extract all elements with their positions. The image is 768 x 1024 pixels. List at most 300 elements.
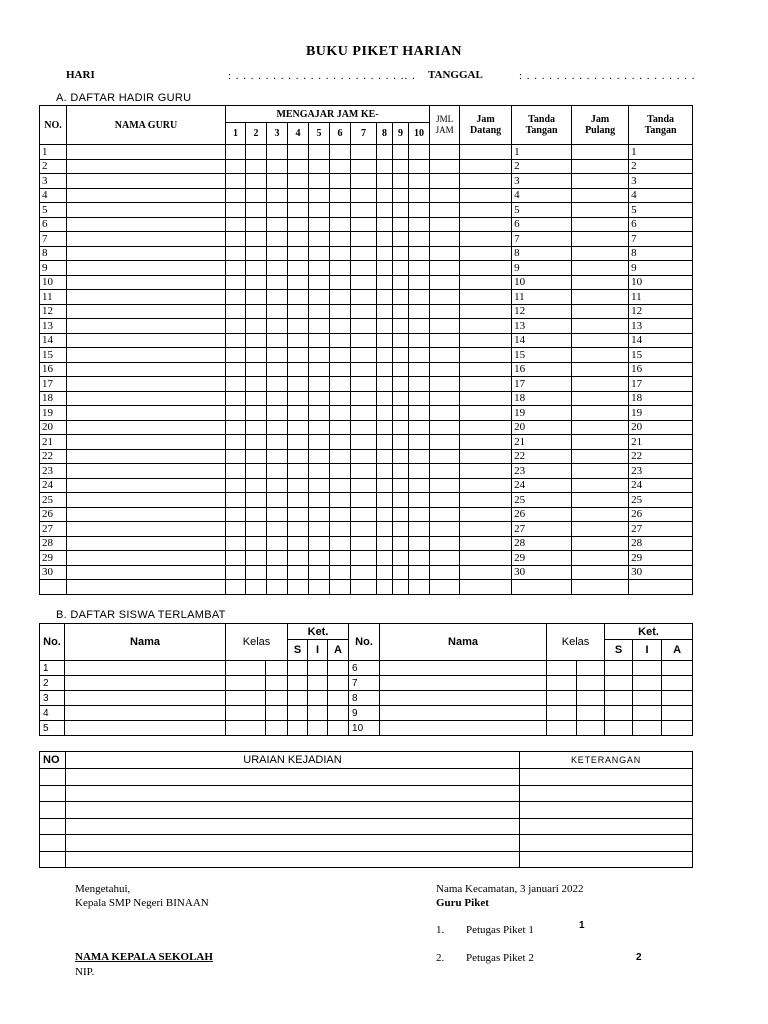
table-cell[interactable] — [267, 551, 288, 566]
table-cell[interactable] — [377, 304, 393, 319]
table-cell[interactable] — [267, 290, 288, 305]
table-cell[interactable] — [226, 232, 246, 247]
table-cell[interactable] — [267, 580, 288, 595]
nama-guru-cell[interactable] — [67, 333, 226, 348]
table-cell[interactable] — [460, 217, 512, 232]
table-cell[interactable] — [330, 246, 351, 261]
table-cell[interactable] — [309, 319, 330, 334]
table-cell[interactable] — [572, 174, 629, 189]
nama-guru-cell[interactable] — [67, 536, 226, 551]
table-cell[interactable] — [288, 275, 309, 290]
table-cell[interactable] — [572, 159, 629, 174]
table-cell[interactable] — [246, 159, 267, 174]
table-cell[interactable] — [377, 551, 393, 566]
table-cell[interactable] — [309, 217, 330, 232]
table-cell[interactable] — [605, 721, 633, 736]
table-cell[interactable] — [246, 174, 267, 189]
nama-guru-cell[interactable] — [67, 551, 226, 566]
table-cell[interactable] — [226, 261, 246, 276]
table-cell[interactable] — [330, 420, 351, 435]
table-cell[interactable] — [246, 536, 267, 551]
nama-guru-cell[interactable] — [67, 464, 226, 479]
table-cell[interactable] — [226, 661, 266, 676]
table-cell[interactable] — [430, 275, 460, 290]
table-cell[interactable] — [430, 174, 460, 189]
table-cell[interactable] — [572, 319, 629, 334]
table-cell[interactable] — [351, 203, 377, 218]
table-cell[interactable] — [430, 551, 460, 566]
table-cell[interactable] — [393, 362, 409, 377]
table-cell[interactable] — [409, 507, 430, 522]
table-cell[interactable] — [288, 174, 309, 189]
table-cell[interactable] — [226, 691, 266, 706]
table-cell[interactable] — [288, 304, 309, 319]
tanda-tangan-2-cell[interactable]: 3 — [629, 174, 693, 189]
table-cell[interactable] — [309, 493, 330, 508]
tanda-tangan-1-cell[interactable]: 27 — [512, 522, 572, 537]
table-cell[interactable] — [308, 691, 328, 706]
table-cell[interactable] — [460, 551, 512, 566]
tanda-tangan-1-cell[interactable]: 20 — [512, 420, 572, 435]
table-cell[interactable] — [377, 406, 393, 421]
table-cell[interactable] — [328, 661, 349, 676]
table-cell[interactable] — [267, 362, 288, 377]
table-cell[interactable] — [377, 174, 393, 189]
table-cell[interactable] — [409, 565, 430, 580]
table-cell[interactable] — [572, 551, 629, 566]
table-cell[interactable] — [547, 706, 577, 721]
table-cell[interactable] — [409, 275, 430, 290]
tanda-tangan-1-cell[interactable]: 25 — [512, 493, 572, 508]
table-cell[interactable] — [328, 676, 349, 691]
table-cell[interactable] — [309, 290, 330, 305]
table-cell[interactable] — [226, 565, 246, 580]
table-cell[interactable] — [288, 377, 309, 392]
table-cell[interactable] — [572, 203, 629, 218]
nama-guru-cell[interactable] — [67, 565, 226, 580]
tanda-tangan-2-cell[interactable]: 26 — [629, 507, 693, 522]
table-cell[interactable] — [330, 145, 351, 160]
table-cell[interactable] — [288, 661, 308, 676]
table-cell[interactable] — [409, 551, 430, 566]
tanda-tangan-1-cell[interactable]: 10 — [512, 275, 572, 290]
table-cell[interactable] — [267, 319, 288, 334]
table-cell[interactable] — [246, 145, 267, 160]
table-cell[interactable] — [309, 203, 330, 218]
table-cell[interactable] — [330, 522, 351, 537]
table-cell[interactable] — [266, 721, 288, 736]
nama-guru-cell[interactable] — [67, 203, 226, 218]
table-cell[interactable] — [40, 851, 66, 868]
table-cell[interactable] — [288, 676, 308, 691]
tanda-tangan-1-cell[interactable]: 18 — [512, 391, 572, 406]
table-cell[interactable] — [309, 174, 330, 189]
table-cell[interactable] — [605, 676, 633, 691]
table-cell[interactable] — [351, 304, 377, 319]
table-cell[interactable] — [605, 691, 633, 706]
table-cell[interactable] — [226, 174, 246, 189]
table-cell[interactable] — [572, 377, 629, 392]
table-cell[interactable] — [572, 275, 629, 290]
table-cell[interactable] — [309, 377, 330, 392]
table-cell[interactable] — [409, 290, 430, 305]
table-cell[interactable] — [66, 785, 520, 802]
table-cell[interactable] — [572, 580, 629, 595]
tanda-tangan-1-cell[interactable]: 24 — [512, 478, 572, 493]
tanda-tangan-1-cell[interactable]: 1 — [512, 145, 572, 160]
table-cell[interactable] — [309, 391, 330, 406]
table-cell[interactable] — [572, 232, 629, 247]
table-cell[interactable] — [330, 217, 351, 232]
table-cell[interactable] — [288, 362, 309, 377]
table-cell[interactable] — [226, 676, 266, 691]
table-cell[interactable] — [351, 522, 377, 537]
table-cell[interactable] — [430, 536, 460, 551]
table-cell[interactable] — [430, 464, 460, 479]
table-cell[interactable] — [409, 493, 430, 508]
table-cell[interactable] — [309, 275, 330, 290]
table-cell[interactable] — [633, 706, 662, 721]
table-cell[interactable] — [409, 261, 430, 276]
table-cell[interactable] — [309, 159, 330, 174]
table-cell[interactable] — [226, 377, 246, 392]
table-cell[interactable] — [393, 217, 409, 232]
table-cell[interactable] — [40, 802, 66, 819]
tanda-tangan-1-cell[interactable]: 9 — [512, 261, 572, 276]
table-cell[interactable] — [246, 420, 267, 435]
table-cell[interactable] — [351, 464, 377, 479]
tanda-tangan-2-cell[interactable]: 28 — [629, 536, 693, 551]
table-cell[interactable] — [393, 377, 409, 392]
table-cell[interactable] — [330, 464, 351, 479]
table-cell[interactable] — [393, 507, 409, 522]
table-cell[interactable] — [377, 478, 393, 493]
table-cell[interactable] — [288, 246, 309, 261]
table-cell[interactable] — [330, 580, 351, 595]
table-cell[interactable] — [226, 319, 246, 334]
table-cell[interactable] — [288, 406, 309, 421]
table-cell[interactable] — [226, 188, 246, 203]
table-cell[interactable] — [351, 362, 377, 377]
table-cell[interactable] — [288, 691, 308, 706]
table-cell[interactable] — [409, 348, 430, 363]
table-cell[interactable] — [572, 246, 629, 261]
table-cell[interactable] — [572, 145, 629, 160]
table-cell[interactable] — [40, 818, 66, 835]
table-cell[interactable] — [409, 304, 430, 319]
table-cell[interactable] — [572, 449, 629, 464]
table-cell[interactable] — [409, 159, 430, 174]
nama-guru-cell[interactable] — [67, 232, 226, 247]
table-cell[interactable] — [309, 478, 330, 493]
table-cell[interactable] — [246, 304, 267, 319]
table-cell[interactable] — [246, 391, 267, 406]
table-cell[interactable] — [430, 217, 460, 232]
table-cell[interactable] — [547, 661, 577, 676]
table-cell[interactable] — [267, 333, 288, 348]
table-cell[interactable] — [309, 232, 330, 247]
table-cell[interactable] — [460, 493, 512, 508]
tanda-tangan-1-cell[interactable]: 5 — [512, 203, 572, 218]
table-cell[interactable] — [330, 362, 351, 377]
table-cell[interactable] — [309, 565, 330, 580]
table-cell[interactable] — [520, 851, 693, 868]
table-cell[interactable] — [226, 580, 246, 595]
table-cell[interactable] — [66, 818, 520, 835]
table-cell[interactable] — [267, 275, 288, 290]
table-cell[interactable] — [226, 551, 246, 566]
nama-guru-cell[interactable] — [67, 188, 226, 203]
table-cell[interactable] — [409, 217, 430, 232]
nama-guru-cell[interactable] — [67, 449, 226, 464]
hari-dots[interactable]: : . . . . . . . . . . . . . . . . . . . . . . .. . — [228, 70, 416, 82]
table-cell[interactable] — [377, 203, 393, 218]
table-cell[interactable] — [330, 290, 351, 305]
table-cell[interactable] — [572, 493, 629, 508]
table-cell[interactable] — [288, 391, 309, 406]
table-cell[interactable] — [328, 721, 349, 736]
table-cell[interactable] — [288, 565, 309, 580]
table-cell[interactable] — [288, 145, 309, 160]
table-cell[interactable] — [460, 159, 512, 174]
table-cell[interactable] — [633, 676, 662, 691]
table-cell[interactable] — [226, 406, 246, 421]
table-cell[interactable] — [267, 188, 288, 203]
table-cell[interactable] — [393, 536, 409, 551]
table-cell[interactable] — [226, 536, 246, 551]
table-cell[interactable] — [393, 232, 409, 247]
table-cell[interactable] — [330, 536, 351, 551]
tanda-tangan-1-cell[interactable]: 8 — [512, 246, 572, 261]
table-cell[interactable] — [309, 333, 330, 348]
tanda-tangan-1-cell[interactable]: 19 — [512, 406, 572, 421]
table-cell[interactable] — [430, 377, 460, 392]
table-cell[interactable] — [572, 478, 629, 493]
tanda-tangan-1-cell[interactable]: 3 — [512, 174, 572, 189]
table-cell[interactable] — [309, 261, 330, 276]
table-cell[interactable] — [393, 145, 409, 160]
tanda-tangan-1-cell[interactable]: 2 — [512, 159, 572, 174]
table-cell[interactable] — [246, 507, 267, 522]
table-cell[interactable] — [288, 721, 308, 736]
table-cell[interactable] — [393, 319, 409, 334]
table-cell[interactable] — [377, 217, 393, 232]
table-cell[interactable] — [377, 536, 393, 551]
table-cell[interactable] — [393, 261, 409, 276]
table-cell[interactable] — [430, 188, 460, 203]
table-cell[interactable] — [572, 464, 629, 479]
table-cell[interactable] — [351, 217, 377, 232]
table-cell[interactable] — [633, 691, 662, 706]
table-cell[interactable] — [309, 188, 330, 203]
tanda-tangan-1-cell[interactable]: 16 — [512, 362, 572, 377]
table-cell[interactable] — [351, 449, 377, 464]
nama-guru-cell[interactable] — [67, 159, 226, 174]
table-cell[interactable] — [267, 377, 288, 392]
tanda-tangan-2-cell[interactable]: 23 — [629, 464, 693, 479]
table-cell[interactable] — [330, 333, 351, 348]
tanda-tangan-1-cell[interactable]: 21 — [512, 435, 572, 450]
table-cell[interactable] — [393, 159, 409, 174]
table-cell[interactable] — [246, 362, 267, 377]
tanda-tangan-1-cell[interactable]: 13 — [512, 319, 572, 334]
nama-guru-cell[interactable] — [67, 217, 226, 232]
table-cell[interactable] — [351, 275, 377, 290]
tanda-tangan-2-cell[interactable]: 2 — [629, 159, 693, 174]
table-cell[interactable] — [65, 691, 226, 706]
table-cell[interactable] — [351, 420, 377, 435]
table-cell[interactable] — [430, 246, 460, 261]
tanda-tangan-2-cell[interactable]: 16 — [629, 362, 693, 377]
table-cell[interactable] — [572, 522, 629, 537]
table-cell[interactable] — [351, 188, 377, 203]
table-cell[interactable] — [409, 174, 430, 189]
table-cell[interactable] — [460, 203, 512, 218]
table-cell[interactable] — [460, 478, 512, 493]
table-cell[interactable] — [430, 580, 460, 595]
table-cell[interactable] — [577, 706, 605, 721]
table-cell[interactable] — [288, 203, 309, 218]
table-cell[interactable] — [330, 348, 351, 363]
table-cell[interactable] — [460, 536, 512, 551]
table-cell[interactable] — [330, 159, 351, 174]
table-cell[interactable] — [246, 275, 267, 290]
table-cell[interactable] — [226, 290, 246, 305]
nama-guru-cell[interactable] — [67, 507, 226, 522]
nama-guru-cell[interactable] — [67, 174, 226, 189]
table-cell[interactable] — [393, 551, 409, 566]
table-cell[interactable] — [351, 478, 377, 493]
tanda-tangan-1-cell[interactable]: 28 — [512, 536, 572, 551]
table-cell[interactable] — [377, 246, 393, 261]
table-cell[interactable] — [351, 377, 377, 392]
table-cell[interactable] — [309, 449, 330, 464]
table-cell[interactable] — [393, 188, 409, 203]
table-cell[interactable] — [409, 391, 430, 406]
table-cell[interactable] — [377, 261, 393, 276]
table-cell[interactable] — [662, 661, 693, 676]
nama-guru-cell[interactable] — [67, 580, 226, 595]
table-cell[interactable] — [267, 391, 288, 406]
table-cell[interactable] — [309, 406, 330, 421]
table-cell[interactable] — [409, 464, 430, 479]
table-cell[interactable] — [460, 232, 512, 247]
table-cell[interactable] — [226, 246, 246, 261]
table-cell[interactable] — [309, 362, 330, 377]
table-cell[interactable] — [409, 449, 430, 464]
table-cell[interactable] — [330, 493, 351, 508]
table-cell[interactable] — [430, 304, 460, 319]
table-cell[interactable] — [393, 420, 409, 435]
table-cell[interactable] — [226, 507, 246, 522]
table-cell[interactable] — [246, 478, 267, 493]
table-cell[interactable] — [572, 304, 629, 319]
tanda-tangan-1-cell[interactable]: 11 — [512, 290, 572, 305]
table-cell[interactable] — [246, 565, 267, 580]
table-cell[interactable] — [430, 449, 460, 464]
table-cell[interactable] — [266, 706, 288, 721]
tanda-tangan-2-cell[interactable]: 5 — [629, 203, 693, 218]
table-cell[interactable] — [377, 232, 393, 247]
table-cell[interactable] — [572, 406, 629, 421]
table-cell[interactable] — [246, 580, 267, 595]
table-cell[interactable] — [288, 536, 309, 551]
table-cell[interactable] — [351, 348, 377, 363]
table-cell[interactable] — [66, 835, 520, 852]
table-cell[interactable] — [330, 275, 351, 290]
tanda-tangan-2-cell[interactable]: 7 — [629, 232, 693, 247]
table-cell[interactable] — [288, 551, 309, 566]
table-cell[interactable] — [267, 507, 288, 522]
table-cell[interactable] — [572, 435, 629, 450]
table-cell[interactable] — [40, 835, 66, 852]
table-cell[interactable] — [430, 290, 460, 305]
table-cell[interactable] — [633, 721, 662, 736]
table-cell[interactable] — [520, 802, 693, 819]
table-cell[interactable] — [288, 464, 309, 479]
table-cell[interactable] — [330, 203, 351, 218]
table-cell[interactable] — [393, 478, 409, 493]
table-cell[interactable] — [246, 493, 267, 508]
table-cell[interactable] — [246, 217, 267, 232]
tanda-tangan-2-cell[interactable]: 9 — [629, 261, 693, 276]
table-cell[interactable] — [267, 159, 288, 174]
table-cell[interactable] — [393, 522, 409, 537]
table-cell[interactable] — [460, 522, 512, 537]
table-cell[interactable] — [288, 348, 309, 363]
table-cell[interactable] — [330, 507, 351, 522]
table-cell[interactable] — [380, 706, 547, 721]
table-cell[interactable] — [430, 261, 460, 276]
table-cell[interactable] — [460, 377, 512, 392]
table-cell[interactable] — [393, 304, 409, 319]
nama-guru-cell[interactable] — [67, 304, 226, 319]
table-cell[interactable] — [520, 835, 693, 852]
table-cell[interactable] — [460, 261, 512, 276]
table-cell[interactable] — [226, 522, 246, 537]
table-cell[interactable] — [377, 464, 393, 479]
table-cell[interactable] — [460, 290, 512, 305]
table-cell[interactable] — [377, 275, 393, 290]
table-cell[interactable] — [309, 420, 330, 435]
table-cell[interactable] — [460, 391, 512, 406]
table-cell[interactable] — [330, 435, 351, 450]
nama-guru-cell[interactable] — [67, 478, 226, 493]
table-cell[interactable] — [330, 261, 351, 276]
table-cell[interactable] — [246, 435, 267, 450]
table-cell[interactable] — [572, 348, 629, 363]
nama-guru-cell[interactable] — [67, 362, 226, 377]
table-cell[interactable] — [266, 661, 288, 676]
table-cell[interactable] — [377, 507, 393, 522]
table-cell[interactable] — [267, 493, 288, 508]
table-cell[interactable] — [288, 217, 309, 232]
table-cell[interactable] — [288, 290, 309, 305]
table-cell[interactable] — [460, 348, 512, 363]
table-cell[interactable] — [393, 246, 409, 261]
table-cell[interactable] — [351, 391, 377, 406]
tanda-tangan-2-cell[interactable]: 17 — [629, 377, 693, 392]
table-cell[interactable] — [393, 406, 409, 421]
table-cell[interactable] — [309, 464, 330, 479]
table-cell[interactable] — [267, 464, 288, 479]
table-cell[interactable] — [430, 507, 460, 522]
table-cell[interactable] — [226, 464, 246, 479]
table-cell[interactable] — [328, 691, 349, 706]
table-cell[interactable] — [393, 449, 409, 464]
table-cell[interactable] — [409, 246, 430, 261]
table-cell[interactable] — [572, 420, 629, 435]
